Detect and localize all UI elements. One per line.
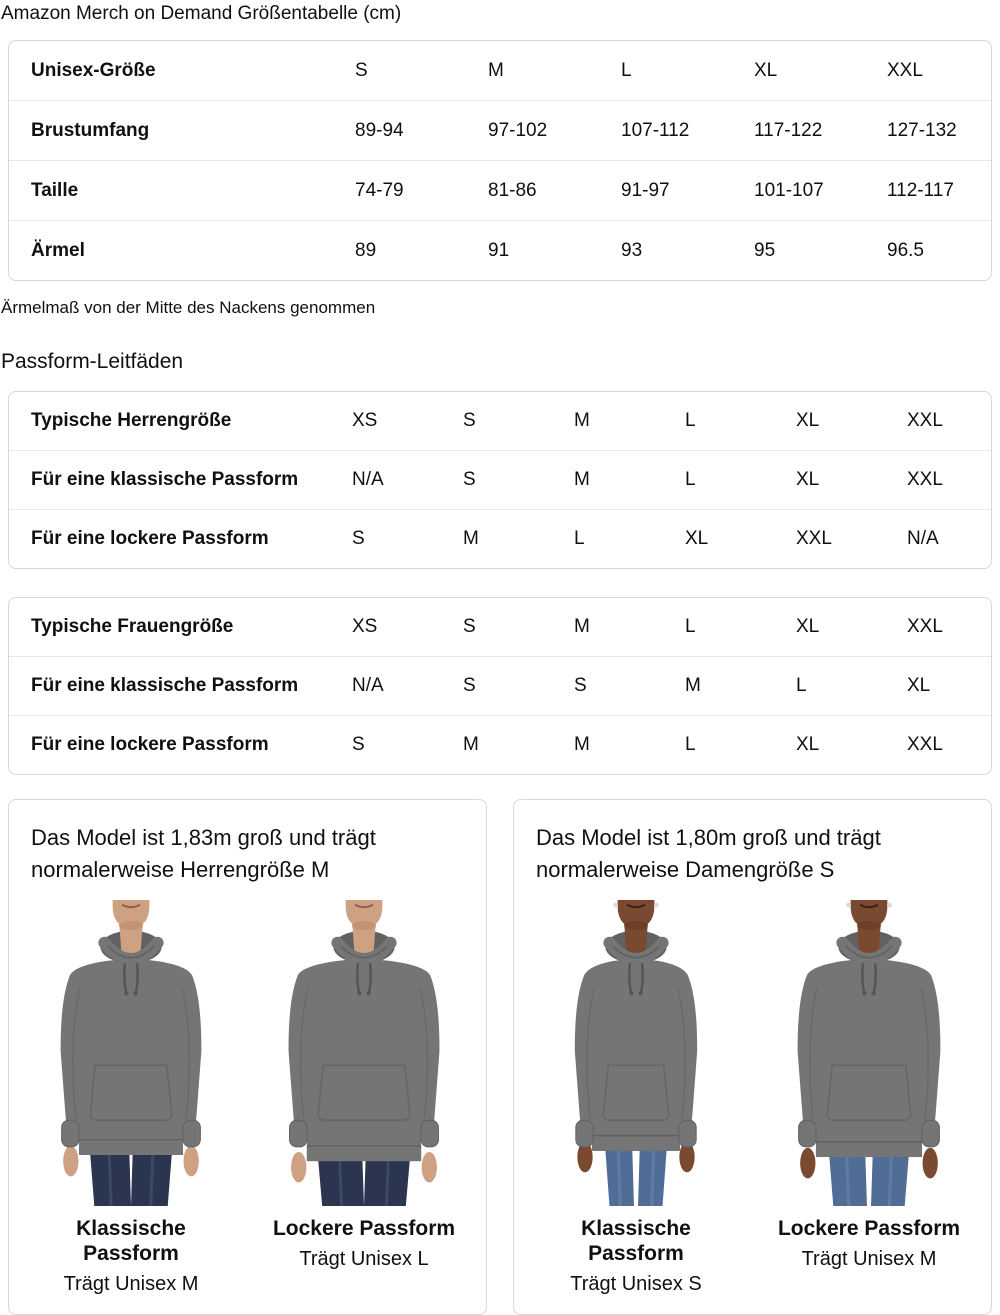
cell-value: L [685, 734, 696, 755]
cell-value: 96.5 [887, 239, 924, 261]
cell-value: 112-117 [887, 179, 954, 201]
cell-value: M [574, 734, 590, 755]
cell-value: S [574, 675, 587, 696]
womens-model-card [513, 799, 992, 1315]
row-label: Taille [31, 179, 79, 201]
cell-value: XXL [907, 410, 943, 431]
fit-type-label: Klassische Passform [76, 1217, 186, 1265]
cell-value: S [355, 59, 368, 81]
cell-value: XS [352, 410, 378, 431]
fit-type-label: Lockere Passform [777, 1217, 961, 1240]
sleeve-measure-note: Ärmelmaß von der Mitte des Nackens genommen [1, 298, 376, 317]
row-label: Unisex-Größe [31, 59, 156, 81]
cell-value: XXL [907, 469, 943, 490]
table-row [9, 509, 991, 568]
cell-value: L [685, 410, 696, 431]
row-label: Für eine lockere Passform [31, 528, 269, 549]
model-figures [29, 900, 466, 1296]
table-row [9, 220, 991, 280]
cell-value: M [463, 528, 479, 549]
model-description: Das Model ist 1,80m groß und trägt normalerweise Damengröße S [536, 825, 881, 882]
cell-value: M [463, 734, 479, 755]
cell-value: L [796, 675, 807, 696]
cell-value: M [574, 410, 590, 431]
model-cards-row [8, 799, 992, 1315]
cell-value: S [352, 734, 365, 755]
table-row [9, 450, 991, 509]
cell-value: XL [796, 410, 820, 431]
cell-value: XXL [907, 616, 943, 637]
model-photo [29, 900, 233, 1206]
cell-value: S [463, 616, 476, 637]
cell-value: S [352, 528, 365, 549]
cell-value: 127-132 [887, 119, 957, 141]
cell-value: M [488, 59, 504, 81]
cell-value: 91 [488, 239, 510, 261]
cell-value: XL [796, 616, 820, 637]
table-row [9, 715, 991, 774]
cell-value: M [574, 469, 590, 490]
cell-value: XXL [887, 59, 923, 81]
cell-value: N/A [907, 528, 939, 549]
cell-value: M [574, 616, 590, 637]
cell-value: 74-79 [355, 179, 404, 201]
mens-model-card [8, 799, 487, 1315]
cell-value: 89 [355, 239, 377, 261]
cell-value: S [463, 410, 476, 431]
worn-size-label: Trägt Unisex M [801, 1248, 937, 1270]
model-description: Das Model ist 1,83m groß und trägt normalerweise Herrengröße M [31, 825, 376, 882]
cell-value: 81-86 [488, 179, 537, 201]
cell-value: XL [796, 469, 820, 490]
fit-type-label: Klassische Passform [581, 1217, 691, 1265]
cell-value: 107-112 [621, 119, 690, 141]
cell-value: L [685, 469, 696, 490]
fit-type-label: Lockere Passform [272, 1217, 456, 1240]
cell-value: S [463, 675, 476, 696]
cell-value: XS [352, 616, 378, 637]
row-label: Für eine klassische Passform [31, 469, 299, 490]
table-row [9, 160, 991, 220]
cell-value: XL [907, 675, 931, 696]
table-row [9, 598, 991, 656]
cell-value: S [463, 469, 476, 490]
unisex-size-table [8, 40, 992, 281]
cell-value: XXL [907, 734, 943, 755]
cell-value: XL [754, 59, 778, 81]
row-label: Ärmel [31, 239, 85, 261]
cell-value: 97-102 [488, 119, 548, 141]
cell-value: 89-94 [355, 119, 404, 141]
row-label: Typische Herrengröße [31, 410, 232, 431]
row-label: Typische Frauengröße [31, 616, 234, 637]
model-photo [262, 900, 466, 1206]
row-label: Für eine klassische Passform [31, 675, 299, 696]
worn-size-label: Trägt Unisex L [299, 1248, 429, 1270]
cell-value: XXL [796, 528, 832, 549]
model-photo [767, 900, 971, 1206]
cell-value: M [685, 675, 701, 696]
row-label: Brustumfang [31, 119, 150, 141]
cell-value: L [621, 59, 632, 81]
mens-fit-table [8, 391, 992, 569]
cell-value: 117-122 [754, 119, 823, 141]
model-figure [534, 900, 738, 1296]
cell-value: L [574, 528, 585, 549]
table-row [9, 100, 991, 160]
table-row [9, 41, 991, 100]
table-row [9, 656, 991, 715]
cell-value: 91-97 [621, 179, 670, 201]
worn-size-label: Trägt Unisex M [63, 1273, 199, 1295]
model-figures [534, 900, 971, 1296]
cell-value: 101-107 [754, 179, 824, 201]
fit-guides-heading: Passform-Leitfäden [1, 350, 184, 373]
cell-value: 93 [621, 239, 643, 261]
model-figure [767, 900, 971, 1296]
page-title: Amazon Merch on Demand Größentabelle (cm) [1, 3, 402, 24]
cell-value: L [685, 616, 696, 637]
model-photo [534, 900, 738, 1206]
womens-fit-table [8, 597, 992, 775]
model-figure [262, 900, 466, 1296]
model-figure [29, 900, 233, 1296]
cell-value: XL [796, 734, 820, 755]
cell-value: 95 [754, 239, 776, 261]
table-row [9, 392, 991, 450]
worn-size-label: Trägt Unisex S [570, 1273, 702, 1295]
cell-value: XL [685, 528, 709, 549]
cell-value: N/A [352, 469, 384, 490]
row-label: Für eine lockere Passform [31, 734, 269, 755]
cell-value: N/A [352, 675, 384, 696]
